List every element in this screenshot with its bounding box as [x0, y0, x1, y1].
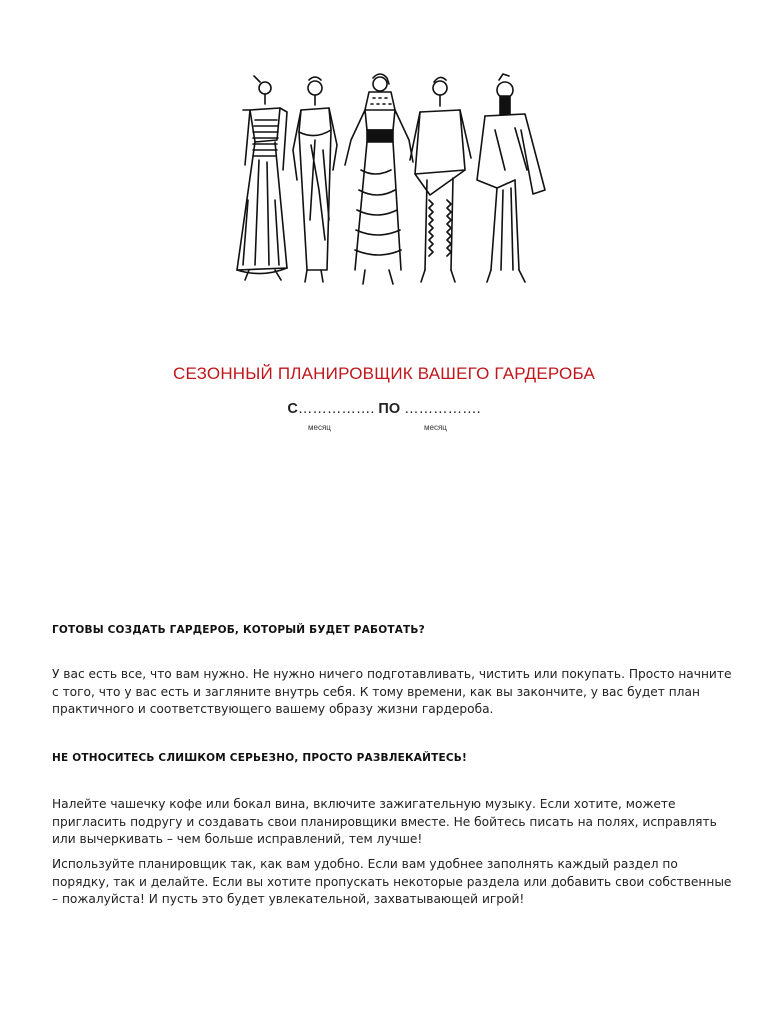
- date-from-blank[interactable]: …………….: [297, 401, 375, 417]
- page-title: СЕЗОННЫЙ ПЛАНИРОВЩИК ВАШЕГО ГАРДЕРОБА: [172, 364, 595, 383]
- figure-2: [293, 77, 337, 282]
- date-to-blank[interactable]: …………….: [404, 401, 481, 417]
- date-to-word: ПО: [378, 401, 401, 417]
- date-to-caption: месяц: [424, 423, 447, 432]
- section-paragraph-fun-1: Налейте чашечку кофе или бокал вина, включите зажигательную музыку. Если хотите, можете пригласить подругу и создавать свои планировщики вместе. Не бойтесь писать на полях, исправлять или вычеркивать – чем больше исправлений, тем лучше!: [52, 797, 717, 846]
- section-heading-fun: НЕ ОТНОСИТЕСЬ СЛИШКОМ СЕРЬЕЗНО, ПРОСТО РАЗВЛЕКАЙТЕСЬ!: [52, 752, 467, 764]
- date-range: [0, 401, 768, 417]
- section-paragraph-ready: У вас есть все, что вам нужно. Не нужно ничего подготавливать, чистить или покупать. Просто начните с того, что у вас есть и загляните внутрь себя. К тому времени, как вы закончите, у вас будет план практичного и соответствующего вашему образу жизни гардероба.: [52, 667, 732, 716]
- fashion-figures-sketch-icon: [215, 70, 550, 298]
- date-from-word: С: [287, 401, 298, 417]
- figure-1: [237, 76, 287, 280]
- date-from-caption: месяц: [308, 423, 331, 432]
- section-paragraph-fun-2: Используйте планировщик так, как вам удобно. Если вам удобнее заполнять каждый раздел по порядку, так и делайте. Если вы хотите пропускать некоторые раздела или добавить свои собственные – пожалуйста! И пусть это будет увлекательной, захватывающей игрой!: [52, 857, 732, 906]
- figure-4: [410, 77, 471, 282]
- figure-3: [345, 74, 413, 284]
- figure-5: [477, 74, 545, 282]
- section-heading-ready: ГОТОВЫ СОЗДАТЬ ГАРДЕРОБ, КОТОРЫЙ БУДЕТ РАБОТАТЬ?: [52, 624, 425, 636]
